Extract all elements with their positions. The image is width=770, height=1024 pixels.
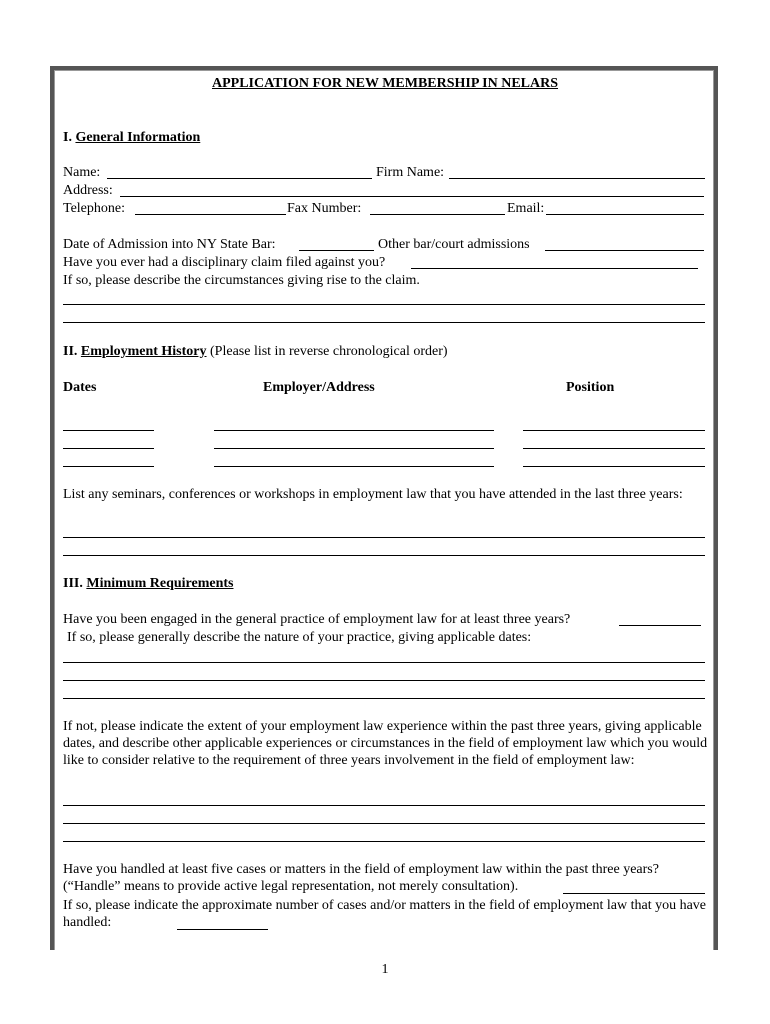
other-admissions-label: Other bar/court admissions — [378, 237, 530, 252]
disciplinary-describe-line-2[interactable] — [63, 322, 705, 323]
section-2-heading — [63, 343, 448, 360]
section-3-number: III. — [63, 576, 83, 591]
section-3-title: Minimum Requirements — [86, 576, 234, 591]
employment-position-field-3[interactable] — [523, 466, 705, 467]
section-2-number: II. — [63, 344, 78, 359]
fax-field[interactable] — [370, 214, 505, 215]
admission-date-label: Date of Admission into NY State Bar: — [63, 237, 276, 252]
seminars-question: List any seminars, conferences or workshops in employment law that you have attended in the last three years: — [63, 487, 683, 502]
employment-employer-field-2[interactable] — [214, 448, 494, 449]
experience-line-1[interactable] — [63, 805, 705, 806]
disciplinary-field[interactable] — [411, 268, 698, 269]
disciplinary-describe-label: If so, please describe the circumstances giving rise to the claim. — [63, 273, 420, 288]
section-2-title: Employment History — [80, 344, 207, 359]
cases-count-field[interactable] — [177, 929, 268, 930]
practice-question: Have you been engaged in the general practice of employment law for at least three years? — [63, 612, 571, 627]
employment-dates-field-2[interactable] — [63, 448, 154, 449]
experience-line-3[interactable] — [63, 841, 705, 842]
disciplinary-question: Have you ever had a disciplinary claim filed against you? — [63, 255, 386, 270]
admission-date-field[interactable] — [299, 250, 374, 251]
section-3-heading — [63, 575, 233, 592]
disciplinary-describe-line-1[interactable] — [63, 304, 705, 305]
employment-employer-field-3[interactable] — [214, 466, 494, 467]
seminars-line-2[interactable] — [63, 555, 705, 556]
firm-name-label: Firm Name: — [376, 165, 445, 180]
document-title: APPLICATION FOR NEW MEMBERSHIP IN NELARS — [211, 76, 559, 91]
cases-answer-field[interactable] — [563, 893, 705, 894]
address-label: Address: — [63, 183, 113, 198]
practice-describe-line-3[interactable] — [63, 698, 705, 699]
section-1-number: I. — [63, 130, 72, 145]
firm-name-field[interactable] — [449, 178, 705, 179]
section-2-note: (Please list in reverse chronological order) — [210, 344, 448, 359]
fax-label: Fax Number: — [287, 201, 362, 216]
column-header-position: Position — [566, 380, 615, 395]
section-1-title: General Information — [75, 130, 201, 145]
practice-describe-line-1[interactable] — [63, 662, 705, 663]
employment-position-field-1[interactable] — [523, 430, 705, 431]
telephone-label: Telephone: — [63, 201, 125, 216]
employment-position-field-2[interactable] — [523, 448, 705, 449]
cases-count-label: If so, please indicate the approximate number of cases and/or matters in the field of employment law that you have handled: — [63, 898, 707, 930]
employment-dates-field-1[interactable] — [63, 430, 154, 431]
email-field[interactable] — [546, 214, 704, 215]
practice-describe-line-2[interactable] — [63, 680, 705, 681]
cases-question: Have you handled at least five cases or matters in the field of employment law within the past three years? (“Handle” means to provide active legal representation, not merely consultation). — [63, 862, 659, 894]
address-field[interactable] — [120, 196, 704, 197]
experience-question: If not, please indicate the extent of your employment law experience within the past three years, giving applicable dates, and describe other applicable experiences or circumstances in the field of employment law which you would like to consider relative to the requirement of three years involvement in the field of employment law: — [63, 719, 708, 768]
telephone-field[interactable] — [135, 214, 286, 215]
experience-line-2[interactable] — [63, 823, 705, 824]
employment-dates-field-3[interactable] — [63, 466, 154, 467]
section-1-heading — [63, 129, 200, 146]
seminars-line-1[interactable] — [63, 537, 705, 538]
practice-answer-field[interactable] — [619, 625, 701, 626]
column-header-dates: Dates — [63, 380, 97, 395]
name-label: Name: — [63, 165, 101, 180]
employment-employer-field-1[interactable] — [214, 430, 494, 431]
page-number: 1 — [381, 962, 389, 977]
name-field[interactable] — [107, 178, 372, 179]
other-admissions-field[interactable] — [545, 250, 704, 251]
practice-describe-label: If so, please generally describe the nature of your practice, giving applicable dates: — [67, 630, 532, 645]
page-border-inner — [54, 70, 714, 950]
column-header-employer: Employer/Address — [263, 380, 375, 395]
email-label: Email: — [507, 201, 545, 216]
